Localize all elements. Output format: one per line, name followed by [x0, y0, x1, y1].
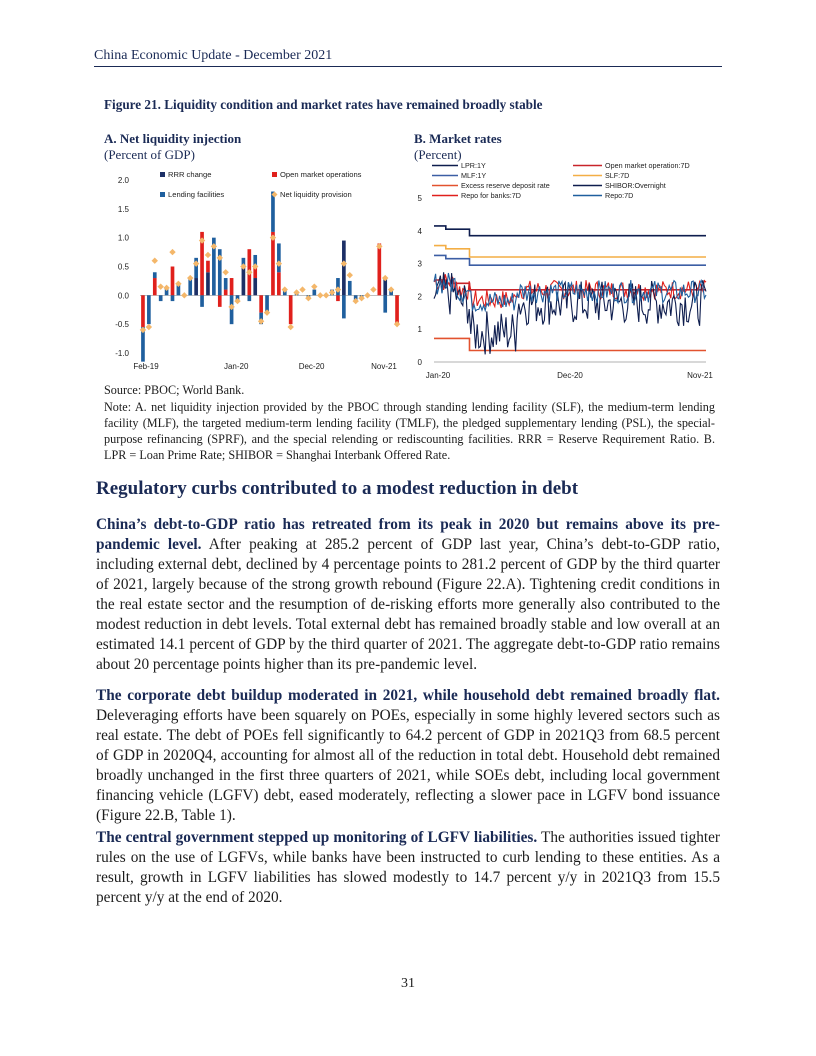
- net-liquidity-marker: [317, 292, 323, 298]
- net-liquidity-marker: [252, 263, 258, 269]
- net-liquidity-marker: [323, 292, 329, 298]
- legend-label: Net liquidity provision: [280, 190, 352, 199]
- omo-bar: [289, 295, 293, 324]
- paragraph-debt-ratio: [96, 515, 720, 675]
- y-tick-label: 2: [417, 292, 422, 302]
- market-rates-chart: [410, 158, 720, 382]
- legend-label: Lending facilities: [168, 190, 225, 199]
- net-liquidity-marker: [187, 275, 193, 281]
- net-liquidity-marker: [329, 289, 335, 295]
- lending-bar: [271, 192, 275, 232]
- omo-bar: [271, 232, 275, 295]
- net-liquidity-marker: [264, 309, 270, 315]
- rrr-bar: [253, 278, 257, 295]
- legend-label: LPR:1Y: [461, 161, 486, 170]
- section-heading: Regulatory curbs contributed to a modest reduction in debt: [96, 478, 579, 499]
- y-tick-label: 0.0: [117, 291, 129, 301]
- panel-a-subtitle: (Percent of GDP): [104, 147, 195, 162]
- net-liquidity-marker: [234, 298, 240, 304]
- net-liquidity-marker: [282, 286, 288, 292]
- rrr-bar: [194, 278, 198, 295]
- y-tick-label: 1.5: [117, 204, 129, 214]
- net-liquidity-marker: [352, 298, 358, 304]
- paragraph-lgfv: [96, 828, 720, 908]
- running-header: China Economic Update - December 2021: [94, 48, 333, 63]
- lending-bar: [247, 295, 251, 301]
- y-tick-label: 5: [417, 194, 422, 203]
- rrr-bar: [206, 272, 210, 295]
- net-liquidity-marker: [287, 324, 293, 330]
- x-tick-label: Jan-20: [223, 362, 249, 371]
- legend-label: Open market operations: [280, 170, 362, 179]
- lending-bar: [383, 295, 387, 312]
- x-tick-label: Dec-20: [557, 371, 583, 380]
- net-liquidity-marker: [217, 255, 223, 261]
- legend-label: SLF:7D: [605, 171, 630, 180]
- net-liquidity-marker: [157, 283, 163, 289]
- x-tick-label: Nov-21: [687, 371, 713, 380]
- net-liquidity-marker: [205, 252, 211, 258]
- paragraph-corporate-debt: [96, 686, 720, 826]
- lending-bar: [147, 295, 151, 324]
- omo-bar: [259, 295, 263, 312]
- legend-label: SHIBOR:Overnight: [605, 181, 666, 190]
- lending-bar: [171, 295, 175, 301]
- net-liquidity-marker: [382, 275, 388, 281]
- omo-bar: [171, 267, 175, 296]
- paragraph-lead: The corporate debt buildup moderated in 2021, while household debt remained broadly flat.: [96, 687, 720, 704]
- net-liquidity-marker: [146, 324, 152, 330]
- legend-swatch: [160, 192, 165, 197]
- net-liquidity-marker: [152, 258, 158, 264]
- omo-bar: [206, 261, 210, 273]
- lending-bar: [224, 278, 228, 290]
- net-liquidity-marker: [305, 295, 311, 301]
- omo-bar: [230, 278, 234, 295]
- lending-bar: [348, 281, 352, 295]
- panel-a-title: A. Net liquidity injection: [104, 131, 242, 146]
- omo-bar: [218, 295, 222, 307]
- y-tick-label: 1.0: [117, 233, 129, 243]
- lending-bar: [312, 290, 316, 296]
- legend-label: Excess reserve deposit rate: [461, 181, 550, 190]
- net-liquidity-marker: [258, 318, 264, 324]
- net-liquidity-marker: [140, 327, 146, 333]
- net-liquidity-marker: [222, 269, 228, 275]
- net-liquidity-marker: [211, 243, 217, 249]
- omo-bar: [377, 243, 381, 295]
- rrr-bar: [342, 241, 346, 296]
- net-liquidity-marker: [270, 234, 276, 240]
- x-tick-label: Feb-19: [133, 362, 159, 371]
- y-tick-label: 1: [417, 325, 422, 335]
- figure-title: Figure 21. Liquidity condition and market rates have remained broadly stable: [104, 97, 543, 112]
- paragraph-body: After peaking at 285.2 percent of GDP last year, China’s debt-to-GDP ratio, including external debt, declined by 4 percentage points to 281.2 percent of GDP by the third quarter of 2021, largely because of the strong growth rebound (Figure 22.A). Tightening credit conditions in the real estate sector and the resumption of de-risking efforts more generally also contributed to the modest reduction in debt levels. Total external debt has remained broadly stable and low overall at an estimated 14.1 percent of GDP by the third quarter of 2021. The aggregate debt-to-GDP ratio remains about 20 percentage points higher than its pre-pandemic level.: [96, 536, 720, 673]
- rrr-bar: [242, 267, 246, 296]
- omo-bar: [224, 290, 228, 296]
- net-liquidity-marker: [311, 283, 317, 289]
- paragraph-body: Deleveraging efforts have been squarely on POEs, especially in some highly levered sectors such as real estate. The debt of POEs fell significantly to 64.2 percent of GDP in 2021Q3 from 68.5 percent of GDP in 2020Q4, accounting for almost all of the reduction in total debt. Household debt remained broadly unchanged in the first three quarters of 2021, while SOEs debt, including local government financing vehicle (LGFV) debt, eased moderately, reflecting a slower pace in LGFV bond issuance (Figure 22.B, Table 1).: [96, 707, 720, 824]
- net-liquidity-marker: [370, 286, 376, 292]
- lending-bar: [200, 295, 204, 307]
- omo-bar: [277, 272, 281, 295]
- omo-bar: [395, 295, 399, 324]
- legend-label: RRR change: [168, 170, 212, 179]
- net-liquidity-marker: [163, 285, 169, 291]
- series-line: [434, 272, 706, 354]
- panel-b-subtitle: (Percent): [414, 147, 462, 162]
- legend-label: Repo:7D: [605, 191, 634, 200]
- net-liquidity-marker: [276, 260, 282, 266]
- series-line: [434, 226, 706, 236]
- net-liquidity-marker: [293, 289, 299, 295]
- net-liquidity-marker: [347, 272, 353, 278]
- net-liquidity-marker: [240, 263, 246, 269]
- net-liquidity-marker: [388, 286, 394, 292]
- net-liquidity-marker: [364, 292, 370, 298]
- omo-bar: [153, 278, 157, 295]
- legend-label: MLF:1Y: [461, 171, 487, 180]
- lending-bar: [159, 295, 163, 301]
- net-liquidity-marker: [181, 292, 187, 298]
- paragraph-lead: China’s debt-to-GDP ratio has retreated from its peak in 2020 but remains above its pre-pandemic level.: [96, 516, 720, 553]
- y-tick-label: 4: [417, 226, 422, 236]
- net-liquidity-marker: [175, 281, 181, 287]
- x-tick-label: Dec-20: [298, 362, 325, 371]
- net-liquidity-marker: [228, 304, 234, 310]
- figure-note: Note: A. net liquidity injection provided by the PBOC through standing lending facility (SLF), the medium-term lending facility (MLF), the targeted medium-term lending facility (TMLF), the pledged supplementary lending (PSL), the special-purpose refinancing (SPRF), and the special relending or rediscounting facilities. RRR = Reserve Requirement Ratio. B. LPR = Loan Prime Rate; SHIBOR = Shanghai Interbank Offered Rate.: [104, 400, 715, 462]
- lending-bar: [342, 295, 346, 318]
- omo-bar: [141, 295, 145, 327]
- x-tick-label: Jan-20: [425, 371, 451, 380]
- paragraph-body: The authorities issued tighter rules on the use of LGFVs, while banks have been instructed to curb lending to these entities. As a result, growth in LGFV liabilities has slowed modestly to 14.7 percent y/y in 2021Q3 from 15.5 percent y/y at the end of 2020.: [96, 829, 720, 906]
- net-liquidity-marker: [246, 269, 252, 275]
- figure-source: Source: PBOC; World Bank.: [104, 383, 245, 397]
- header-rule: [94, 66, 722, 67]
- page-number: 31: [401, 976, 415, 991]
- lending-bar: [153, 272, 157, 278]
- net-liquidity-marker: [199, 237, 205, 243]
- y-tick-label: 0.5: [117, 262, 129, 272]
- legend-swatch: [160, 172, 165, 177]
- omo-bar: [336, 295, 340, 301]
- panel-b-title: B. Market rates: [414, 131, 502, 146]
- net-liquidity-marker: [335, 286, 341, 292]
- legend-swatch: [272, 172, 277, 177]
- paragraph-lead: The central government stepped up monitoring of LGFV liabilities.: [96, 829, 538, 846]
- legend-label: Repo for banks:7D: [461, 191, 521, 200]
- net-liquidity-marker: [376, 243, 382, 249]
- x-tick-label: Nov-21: [371, 362, 397, 371]
- lending-bar: [277, 243, 281, 272]
- y-tick-label: -1.0: [115, 349, 129, 358]
- y-tick-label: -0.5: [115, 320, 129, 330]
- y-tick-label: 2.0: [117, 176, 129, 185]
- net-liquidity-marker: [358, 295, 364, 301]
- net-liquidity-marker: [299, 286, 305, 292]
- series-line: [434, 246, 706, 257]
- y-tick-label: 3: [417, 259, 422, 269]
- net-liquidity-marker: [341, 260, 347, 266]
- legend-label: Open market operation:7D: [605, 161, 690, 170]
- y-tick-label: 0: [417, 358, 422, 367]
- net-liquidity-marker: [394, 321, 400, 327]
- net-liquidity-marker: [193, 260, 199, 266]
- net-liquidity-chart: [100, 160, 410, 380]
- net-liquidity-marker: [169, 249, 175, 255]
